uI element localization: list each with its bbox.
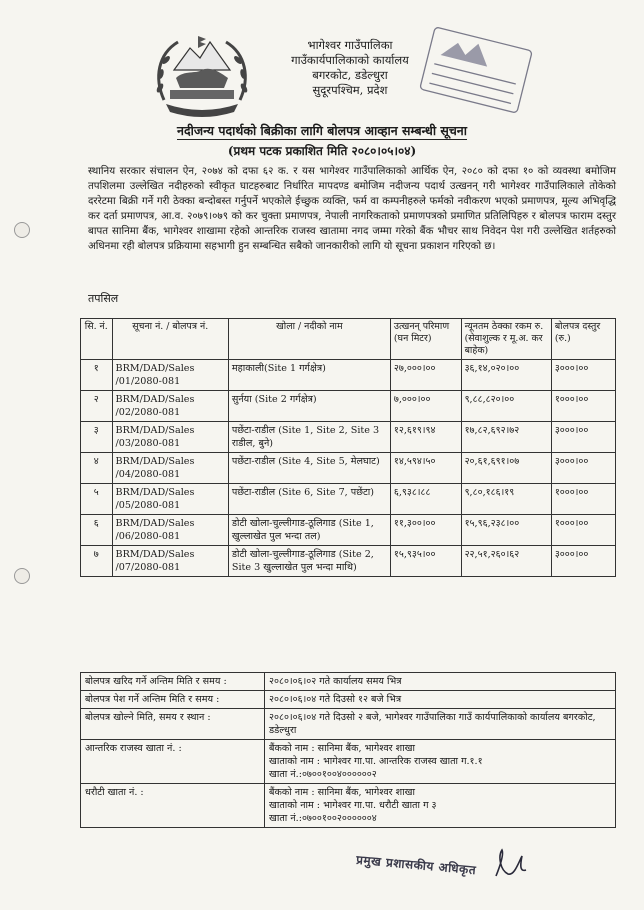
signatory-title: प्रमुख प्रशासकीय अधिकृत [355, 852, 477, 878]
info-value [265, 784, 616, 828]
info-label: बोलपत्र पेश गर्ने अन्तिम मिति र समय : [81, 691, 265, 709]
table-header-row [81, 319, 616, 360]
col-header-qty: उत्खनन् परिमाण (घन मिटर) [390, 319, 461, 360]
punch-hole-top [14, 222, 30, 238]
cell-notice-no: BRM/DAD/Sales /06/2080-081 [112, 515, 228, 546]
info-value: २०८०।०६।०४ गते दिउसो २ बजे, भागेश्वर गाउँपालिका गाउँ कार्यपालिकाको कार्यालय बगरकोट, डडेल्धुरा [265, 709, 616, 740]
cell-notice-no: BRM/DAD/Sales /03/2080-081 [112, 422, 228, 453]
sales-table [80, 318, 616, 577]
cell-qty: २७,०००।०० [390, 360, 461, 391]
cell-min-contract: ९,८०,१८६।१९ [461, 484, 551, 515]
cell-fee: ३०००।०० [551, 360, 615, 391]
info-value: २०८०।०६।०४ गते दिउसो १२ बजे भित्र [265, 691, 616, 709]
cell-min-contract: २२,५१,२६०।६२ [461, 546, 551, 577]
cell-notice-no: BRM/DAD/Sales /07/2080-081 [112, 546, 228, 577]
info-label: बोलपत्र खरिद गर्ने अन्तिम मिति र समय : [81, 673, 265, 691]
account-name-line: खाताको नाम : भागेश्वर गा.पा. धरौटी खाता ग ३ [269, 800, 437, 811]
table-row [81, 515, 616, 546]
cell-notice-no: BRM/DAD/Sales /01/2080-081 [112, 360, 228, 391]
info-value: २०८०।०६।०२ गते कार्यालय समय भित्र [265, 673, 616, 691]
cell-notice-no: BRM/DAD/Sales /02/2080-081 [112, 391, 228, 422]
col-header-fee: बोलपत्र दस्तुर (रु.) [551, 319, 615, 360]
account-name-line: खाताको नाम : भागेश्वर गा.पा. आन्तरिक राजस्व खाता ग.१.१ [269, 756, 483, 767]
info-value [265, 740, 616, 784]
bank-name-line: बैंकको नाम : सानिमा बैंक, भागेश्वर शाखा [269, 787, 415, 798]
notice-body: स्थानिय सरकार संचालन ऐन, २०७४ को दफा ६२ क. र यस भागेश्वर गाउँपालिकाको आर्थिक ऐन, २०८० को दफा १० को व्यवस्था बमोजिम तपशिलमा उल्लेखित नदीहरुको स्वीकृत घाटहरुबाट निर्धारित मापदण्ड बमोजिम नदीजन्य पदार्थ उत्खनन् गरी भागेश्वर गाउँपालिकाले तोकेको दररेटमा बिक्री गर्ने गरी ठेक्का बन्दोबस्त गर्नुपर्ने भएकोले ईच्छुक व्यक्ति, फर्म वा कम्पनीहरुले फर्मको नवीकरण भएको प्रमाणपत्र, मूल्य अभिवृद्धि कर दर्ता प्रमाणपत्र, आ.व. २०७९।०७९ को कर चुक्ता प्रमाणपत्र, नेपाली नागरिकताको प्रमाणपत्रको प्रमाणित प्रतिलिपिहरु र बोलपत्र फाराम दस्तुर बापत सानिमा बैंक, भागेश्वर शाखामा रहेको आन्तरिक राजस्व खातामा नगद जम्मा गरेको बैंक भौचर साथ निवेदन पेश गरी उल्लेखित शर्तहरुको अधिनमा रही बोलपत्र प्रक्रियामा सहभागी हुन सम्बन्धित सबैको जानकारीको लागि यो सूचना प्रकाशन गरिएको छ। [88, 166, 616, 252]
cell-qty: ११,३००।०० [390, 515, 461, 546]
cell-min-contract: २०,६१,६९१।०७ [461, 453, 551, 484]
info-label: धरौटी खाता नं. : [81, 784, 265, 828]
bank-name-line: बैंकको नाम : सानिमा बैंक, भागेश्वर शाखा [269, 743, 415, 754]
cell-min-contract: १५,९६,२३८।०० [461, 515, 551, 546]
cell-river: पछेंटा-राडील (Site 4, Site 5, मेलघाट) [228, 453, 390, 484]
cell-river: महाकाली(Site 1 गर्गक्षेत्र) [228, 360, 390, 391]
table-row [81, 422, 616, 453]
cell-sn: १ [81, 360, 113, 391]
col-header-sn: सि. नं. [81, 319, 113, 360]
info-row-deposit-account [81, 784, 616, 828]
table-row [81, 484, 616, 515]
cell-fee: ३०००।०० [551, 453, 615, 484]
table-row [81, 360, 616, 391]
bid-info-table [80, 672, 616, 828]
cell-river: पछेंटा-राडील (Site 1, Site 2, Site 3 राडील, बुने) [228, 422, 390, 453]
table-row [81, 546, 616, 577]
punch-hole-bottom [14, 568, 30, 584]
cell-sn: २ [81, 391, 113, 422]
header-line-office: गाउँकार्यपालिकाको कार्यालय [291, 53, 409, 67]
cell-min-contract: ९,८८,८२०।०० [461, 391, 551, 422]
cell-notice-no: BRM/DAD/Sales /04/2080-081 [112, 453, 228, 484]
cell-fee: ३०००।०० [551, 546, 615, 577]
cell-fee: १०००।०० [551, 391, 615, 422]
cell-min-contract: ३६,१४,०२०।०० [461, 360, 551, 391]
notice-subtitle: (प्रथम पटक प्रकाशित मिति २०८०।०५।०४) [227, 144, 417, 158]
table-row [81, 453, 616, 484]
cell-sn: ४ [81, 453, 113, 484]
municipality-header [270, 38, 430, 98]
info-label: आन्तरिक राजस्व खाता नं. : [81, 740, 265, 784]
account-number-line: खाता नं.:०७००१००२००००००४ [269, 813, 377, 824]
col-header-notice-no: सूचना नं. / बोलपत्र नं. [112, 319, 228, 360]
office-stamp-icon [418, 24, 534, 116]
nepal-emblem-icon [150, 30, 254, 118]
notice-title: नदीजन्य पदार्थको बिक्रीका लागि बोलपत्र आव्हान सम्बन्धी सूचना [177, 123, 467, 138]
cell-qty: ६,९३८।८८ [390, 484, 461, 515]
cell-sn: ७ [81, 546, 113, 577]
cell-fee: ३०००।०० [551, 422, 615, 453]
col-header-river: खोला / नदीको नाम [228, 319, 390, 360]
info-row-revenue-account [81, 740, 616, 784]
cell-river: डोटी खोला-चुल्लीगाड-ठूलिगाड (Site 1, खुल्लाखेत पुल भन्दा तल) [228, 515, 390, 546]
table-row [81, 391, 616, 422]
cell-qty: १२,६१९।९४ [390, 422, 461, 453]
cell-fee: १०००।०० [551, 515, 615, 546]
cell-qty: ७,०००।०० [390, 391, 461, 422]
cell-sn: ६ [81, 515, 113, 546]
cell-qty: १५,९३५।०० [390, 546, 461, 577]
handwritten-signature-icon [490, 846, 530, 882]
cell-qty: १४,५९४।५० [390, 453, 461, 484]
col-header-min-contract: न्यूनतम ठेक्का रकम रु. (सेवाशुल्क र मू.अ. कर बाहेक) [461, 319, 551, 360]
cell-notice-no: BRM/DAD/Sales /05/2080-081 [112, 484, 228, 515]
account-number-line: खाता नं.:०७००१००४००००००२ [269, 769, 377, 780]
cell-river: सुर्नया (Site 2 गर्गक्षेत्र) [228, 391, 390, 422]
cell-river: डोटी खोला-चुल्लीगाड-ठूलिगाड (Site 2, Site 3 खुल्लाखेत पुल भन्दा माथि) [228, 546, 390, 577]
header-line-address: बगरकोट, डडेल्धुरा [312, 68, 388, 82]
header-line-municipality: भागेश्वर गाउँपालिका [307, 38, 393, 52]
cell-min-contract: १७,८२,६९२।७२ [461, 422, 551, 453]
info-row-purchase-deadline [81, 673, 616, 691]
cell-river: पछेंटा-राडील (Site 6, Site 7, पछेंटा) [228, 484, 390, 515]
cell-fee: १०००।०० [551, 484, 615, 515]
schedule-label: तपसिल [88, 292, 119, 305]
info-row-submission-deadline [81, 691, 616, 709]
info-label: बोलपत्र खोल्ने मिति, समय र स्थान : [81, 709, 265, 740]
info-row-opening [81, 709, 616, 740]
header-line-province: सुदूरपश्चिम, प्रदेश [312, 83, 388, 97]
cell-sn: ३ [81, 422, 113, 453]
cell-sn: ५ [81, 484, 113, 515]
